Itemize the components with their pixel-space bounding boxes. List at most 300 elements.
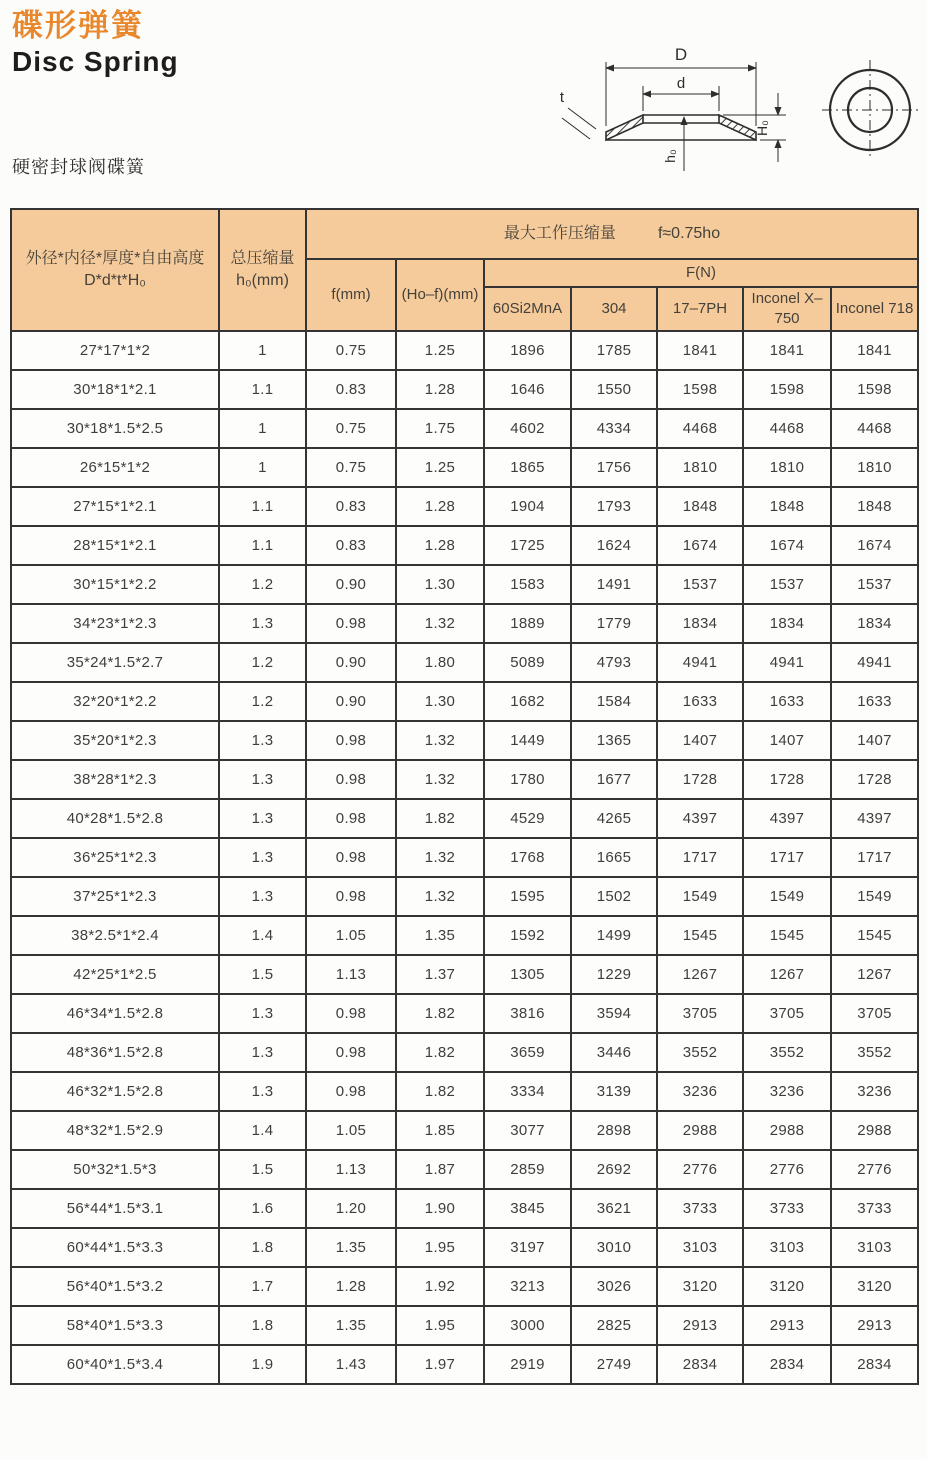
table-cell: 1904 [484,487,571,526]
table-cell: 1.95 [396,1306,484,1345]
table-cell: 1633 [743,682,831,721]
table-cell: 56*40*1.5*3.2 [11,1267,219,1306]
table-cell: 1.82 [396,1033,484,1072]
table-cell: 4529 [484,799,571,838]
col-header-material-60si2mna: 60Si2MnA [484,287,571,331]
header-line: h₀(mm) [236,272,289,289]
table-cell: 1.92 [396,1267,484,1306]
table-cell: 56*44*1.5*3.1 [11,1189,219,1228]
table-cell: 1.28 [396,487,484,526]
table-cell: 0.90 [306,565,396,604]
table-cell: 2692 [571,1150,657,1189]
page-title-zh: 碟形弹簧 [12,8,144,43]
ring-view [822,60,918,160]
table-cell: 4397 [831,799,918,838]
table-row [11,721,918,760]
table-cell: 1834 [831,604,918,643]
col-header-material-304: 304 [571,287,657,331]
disc-spring-diagram [538,26,927,202]
table-cell: 58*40*1.5*3.3 [11,1306,219,1345]
table-cell: 1549 [743,877,831,916]
table-cell: 2913 [657,1306,743,1345]
table-cell: 1896 [484,331,571,370]
table-cell: 1537 [743,565,831,604]
table-cell: 1646 [484,370,571,409]
table-cell: 1793 [571,487,657,526]
max-compression-formula: f≈0.75ho [657,225,721,243]
header-line: 总压缩量 [230,250,295,268]
table-cell: 1.25 [396,448,484,487]
table-cell: 3236 [657,1072,743,1111]
col-header-max-compression [306,209,918,259]
table-cell: 3103 [743,1228,831,1267]
table-cell: 0.98 [306,877,396,916]
table-cell: 0.75 [306,448,396,487]
table-row [11,1306,918,1345]
table-row [11,838,918,877]
table-cell: 1834 [743,604,831,643]
table-cell: 3120 [657,1267,743,1306]
table-cell: 0.83 [306,487,396,526]
table-cell: 1674 [831,526,918,565]
table-cell: 28*15*1*2.1 [11,526,219,565]
table-cell: 1.37 [396,955,484,994]
table-cell: 1780 [484,760,571,799]
table-cell: 2834 [831,1345,918,1384]
table-cell: 1810 [831,448,918,487]
table-row [11,331,918,370]
table-cell: 0.98 [306,721,396,760]
table-cell: 2776 [831,1150,918,1189]
table-cell: 3594 [571,994,657,1033]
table-cell: 1.82 [396,1072,484,1111]
table-cell: 27*17*1*2 [11,331,219,370]
table-cell: 1 [219,331,306,370]
table-cell: 1407 [743,721,831,760]
table-cell: 1.3 [219,994,306,1033]
table-cell: 1.13 [306,955,396,994]
table-cell: 3236 [831,1072,918,1111]
header-line: 外径*内径*厚度*自由高度 [25,250,205,268]
table-cell: 0.83 [306,526,396,565]
table-cell: 1848 [743,487,831,526]
table-cell: 1.2 [219,565,306,604]
table-cell: 1.1 [219,526,306,565]
col-header-material-inconel-718: Inconel 718 [831,287,918,331]
table-cell: 0.75 [306,331,396,370]
table-cell: 1.3 [219,838,306,877]
table-cell: 0.98 [306,1033,396,1072]
table-cell: 46*32*1.5*2.8 [11,1072,219,1111]
table-cell: 1.1 [219,487,306,526]
table-cell: 1.5 [219,1150,306,1189]
table-cell: 3120 [831,1267,918,1306]
table-cell: 1841 [657,331,743,370]
table-cell: 3120 [743,1267,831,1306]
table-cell: 1545 [657,916,743,955]
table-row [11,370,918,409]
table-cell: 34*23*1*2.3 [11,604,219,643]
table-cell: 0.75 [306,409,396,448]
table-cell: 1865 [484,448,571,487]
table-cell: 1889 [484,604,571,643]
col-header-material-17-7ph: 17–7PH [657,287,743,331]
table-cell: 3705 [657,994,743,1033]
table-cell: 1.3 [219,721,306,760]
table-cell: 1598 [743,370,831,409]
table-cell: 1725 [484,526,571,565]
table-row [11,1072,918,1111]
table-row [11,409,918,448]
table-cell: 1674 [657,526,743,565]
table-cell: 0.98 [306,760,396,799]
table-cell: 2988 [657,1111,743,1150]
table-row [11,682,918,721]
table-cell: 1537 [657,565,743,604]
table-cell: 1682 [484,682,571,721]
table-cell: 1624 [571,526,657,565]
table-cell: 38*2.5*1*2.4 [11,916,219,955]
table-cell: 30*18*1.5*2.5 [11,409,219,448]
dim-label-t: t [559,89,565,106]
table-cell: 3733 [657,1189,743,1228]
table-cell: 0.83 [306,370,396,409]
table-cell: 1549 [831,877,918,916]
table-cell: 1.95 [396,1228,484,1267]
table-row [11,799,918,838]
table-body [11,331,918,1384]
table-cell: 3103 [831,1228,918,1267]
table-cell: 4397 [657,799,743,838]
table-cell: 1267 [743,955,831,994]
table-row [11,1033,918,1072]
col-header-force: F(N) [484,259,918,287]
table-cell: 1674 [743,526,831,565]
table-row [11,1111,918,1150]
table-cell: 3552 [831,1033,918,1072]
table-row [11,1345,918,1384]
table-cell: 1665 [571,838,657,877]
spec-table [10,208,919,1385]
table-cell: 1305 [484,955,571,994]
section-subtitle: 硬密封球阀碟簧 [12,157,145,177]
table-cell: 1.3 [219,760,306,799]
table-cell: 3705 [743,994,831,1033]
table-cell: 1.8 [219,1228,306,1267]
table-cell: 42*25*1*2.5 [11,955,219,994]
table-cell: 1550 [571,370,657,409]
table-cell: 1.6 [219,1189,306,1228]
table-cell: 3139 [571,1072,657,1111]
table-row [11,1267,918,1306]
table-cell: 1365 [571,721,657,760]
table-cell: 26*15*1*2 [11,448,219,487]
table-cell: 1549 [657,877,743,916]
table-cell: 3446 [571,1033,657,1072]
table-cell: 1407 [831,721,918,760]
table-cell: 1.3 [219,799,306,838]
table-cell: 1.13 [306,1150,396,1189]
table-cell: 40*28*1.5*2.8 [11,799,219,838]
table-cell: 1.25 [396,331,484,370]
table-cell: 1592 [484,916,571,955]
dim-label-d: d [676,75,686,92]
table-cell: 36*25*1*2.3 [11,838,219,877]
table-cell: 3026 [571,1267,657,1306]
table-cell: 0.98 [306,1072,396,1111]
table-cell: 1598 [657,370,743,409]
table-row [11,448,918,487]
table-cell: 2834 [743,1345,831,1384]
table-cell: 1502 [571,877,657,916]
table-cell: 3213 [484,1267,571,1306]
table-cell: 1.32 [396,877,484,916]
table-cell: 32*20*1*2.2 [11,682,219,721]
table-cell: 1.4 [219,1111,306,1150]
table-cell: 3552 [657,1033,743,1072]
table-cell: 1.97 [396,1345,484,1384]
table-cell: 1267 [657,955,743,994]
table-cell: 4468 [831,409,918,448]
table-cell: 1584 [571,682,657,721]
table-cell: 1267 [831,955,918,994]
table-cell: 2919 [484,1345,571,1384]
table-row [11,1189,918,1228]
table-cell: 1.7 [219,1267,306,1306]
table-cell: 1.2 [219,643,306,682]
table-cell: 1.3 [219,1033,306,1072]
table-cell: 1.80 [396,643,484,682]
max-compression-title: 最大工作压缩量 [503,225,616,243]
table-cell: 30*15*1*2.2 [11,565,219,604]
table-cell: 0.90 [306,643,396,682]
table-cell: 1.75 [396,409,484,448]
table-cell: 4397 [743,799,831,838]
table-row [11,526,918,565]
table-row [11,1228,918,1267]
table-cell: 3552 [743,1033,831,1072]
table-cell: 1.8 [219,1306,306,1345]
table-cell: 1728 [743,760,831,799]
table-cell: 0.98 [306,838,396,877]
table-cell: 1.35 [306,1306,396,1345]
table-cell: 3621 [571,1189,657,1228]
table-cell: 1449 [484,721,571,760]
table-cell: 1545 [743,916,831,955]
table-row [11,604,918,643]
table-cell: 1756 [571,448,657,487]
table-cell: 4941 [743,643,831,682]
table-cell: 1.30 [396,682,484,721]
table-cell: 1 [219,409,306,448]
table-cell: 1407 [657,721,743,760]
table-cell: 4941 [831,643,918,682]
table-row [11,916,918,955]
dim-label-H0: H₀ [754,120,770,136]
table-cell: 37*25*1*2.3 [11,877,219,916]
table-cell: 4941 [657,643,743,682]
table-cell: 2898 [571,1111,657,1150]
col-header-material-inconel-x750: Inconel X–750 [743,287,831,331]
table-cell: 4334 [571,409,657,448]
table-cell: 2988 [743,1111,831,1150]
table-cell: 1.82 [396,994,484,1033]
table-cell: 1633 [831,682,918,721]
table-cell: 1.3 [219,604,306,643]
table-cell: 3197 [484,1228,571,1267]
table-cell: 1841 [831,331,918,370]
table-row [11,643,918,682]
table-cell: 3010 [571,1228,657,1267]
table-cell: 27*15*1*2.1 [11,487,219,526]
table-cell: 1717 [831,838,918,877]
table-cell: 2776 [743,1150,831,1189]
table-cell: 1848 [657,487,743,526]
table-row [11,1150,918,1189]
table-cell: 3816 [484,994,571,1033]
table-cell: 1717 [657,838,743,877]
cross-section-view [606,115,756,140]
table-cell: 1.28 [306,1267,396,1306]
header-line: D*d*t*H₀ [84,272,146,289]
table-cell: 1491 [571,565,657,604]
table-cell: 1848 [831,487,918,526]
table-cell: 1.85 [396,1111,484,1150]
table-cell: 50*32*1.5*3 [11,1150,219,1189]
table-cell: 1785 [571,331,657,370]
table-cell: 30*18*1*2.1 [11,370,219,409]
table-cell: 3705 [831,994,918,1033]
table-cell: 3103 [657,1228,743,1267]
table-cell: 1.05 [306,916,396,955]
table-cell: 0.98 [306,799,396,838]
table-cell: 1728 [657,760,743,799]
table-cell: 1834 [657,604,743,643]
dim-label-h0: h₀ [662,149,678,163]
table-cell: 1.90 [396,1189,484,1228]
col-header-hof: (Ho–f)(mm) [396,259,484,331]
table-cell: 4602 [484,409,571,448]
disc-spring-technical-drawing-icon [538,26,927,202]
table-cell: 3334 [484,1072,571,1111]
table-cell: 35*24*1.5*2.7 [11,643,219,682]
table-cell: 2834 [657,1345,743,1384]
table-cell: 1841 [743,331,831,370]
col-header-f: f(mm) [306,259,396,331]
table-cell: 4793 [571,643,657,682]
table-cell: 4468 [743,409,831,448]
table-cell: 1595 [484,877,571,916]
table-cell: 1810 [743,448,831,487]
table-cell: 48*36*1.5*2.8 [11,1033,219,1072]
table-cell: 1.5 [219,955,306,994]
table-cell: 1768 [484,838,571,877]
table-cell: 1.3 [219,877,306,916]
table-cell: 4468 [657,409,743,448]
col-header-spec [11,209,219,331]
table-cell: 1.32 [396,721,484,760]
table-cell: 1.28 [396,526,484,565]
table-cell: 0.98 [306,604,396,643]
table-cell: 1.2 [219,682,306,721]
table-cell: 1229 [571,955,657,994]
col-header-h0 [219,209,306,331]
table-cell: 2859 [484,1150,571,1189]
table-row [11,994,918,1033]
table-cell: 3236 [743,1072,831,1111]
table-cell: 60*40*1.5*3.4 [11,1345,219,1384]
table-cell: 1.9 [219,1345,306,1384]
dim-label-D: D [674,45,688,64]
table-cell: 48*32*1.5*2.9 [11,1111,219,1150]
table-row [11,760,918,799]
table-cell: 1.4 [219,916,306,955]
table-cell: 1.43 [306,1345,396,1384]
table-cell: 1.35 [306,1228,396,1267]
table-cell: 2776 [657,1150,743,1189]
table-cell: 1.20 [306,1189,396,1228]
table-cell: 1717 [743,838,831,877]
table-cell: 1.3 [219,1072,306,1111]
table-cell: 1598 [831,370,918,409]
table-cell: 1.35 [396,916,484,955]
table-cell: 1499 [571,916,657,955]
table-cell: 3733 [743,1189,831,1228]
table-cell: 2913 [831,1306,918,1345]
table-cell: 0.98 [306,994,396,1033]
table-cell: 1583 [484,565,571,604]
table-cell: 35*20*1*2.3 [11,721,219,760]
table-cell: 1677 [571,760,657,799]
table-cell: 1.28 [396,370,484,409]
dim-t [562,108,596,139]
table-cell: 2749 [571,1345,657,1384]
table-cell: 3733 [831,1189,918,1228]
table-cell: 1.82 [396,799,484,838]
table-cell: 4265 [571,799,657,838]
table-cell: 2825 [571,1306,657,1345]
table-row [11,877,918,916]
table-cell: 1633 [657,682,743,721]
table-cell: 1 [219,448,306,487]
table-cell: 3077 [484,1111,571,1150]
table-row [11,487,918,526]
table-cell: 38*28*1*2.3 [11,760,219,799]
table-row [11,955,918,994]
table-cell: 1.05 [306,1111,396,1150]
table-cell: 1.32 [396,838,484,877]
table-row [11,565,918,604]
table-cell: 60*44*1.5*3.3 [11,1228,219,1267]
table-cell: 0.90 [306,682,396,721]
table-cell: 3845 [484,1189,571,1228]
table-cell: 3659 [484,1033,571,1072]
table-cell: 46*34*1.5*2.8 [11,994,219,1033]
table-cell: 1779 [571,604,657,643]
table-cell: 2988 [831,1111,918,1150]
table-cell: 1.87 [396,1150,484,1189]
table-cell: 5089 [484,643,571,682]
table-cell: 1545 [831,916,918,955]
table-cell: 1810 [657,448,743,487]
table-cell: 3000 [484,1306,571,1345]
table-cell: 2913 [743,1306,831,1345]
table-cell: 1.32 [396,604,484,643]
table-cell: 1728 [831,760,918,799]
table-cell: 1.32 [396,760,484,799]
page-title-en: Disc Spring [12,46,179,77]
table-cell: 1.30 [396,565,484,604]
